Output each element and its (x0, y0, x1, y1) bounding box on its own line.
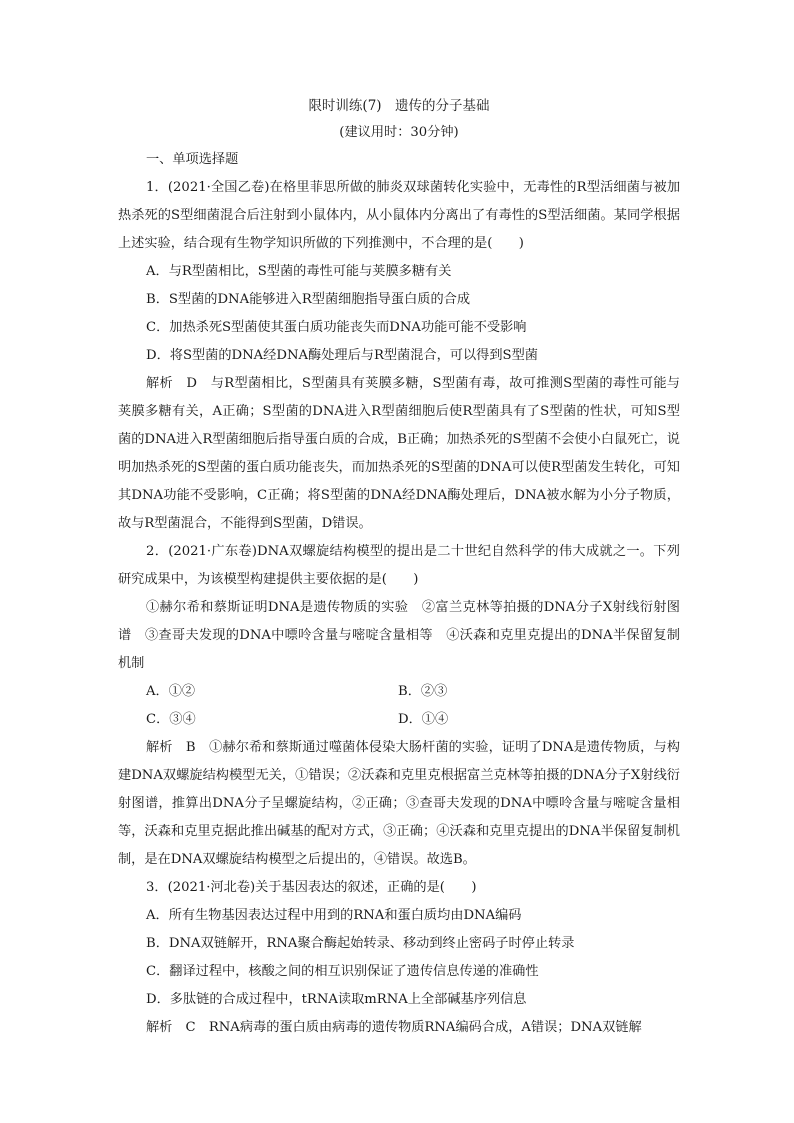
question-2 (118, 538, 680, 874)
option-a: A．与R型菌相比，S型菌的毒性可能与荚膜多糖有关 (146, 264, 452, 279)
question-analysis: 解析 D 与R型菌相比，S型菌具有荚膜多糖，S型菌有毒，故可推测S型菌的毒性可能与荚膜多糖有关，A正确；S型菌的DNA进入R型菌细胞后使R型菌具有了S型菌的性状，可知S型菌的DNA进入R型菌细胞后指导蛋白质的合成，B正确；加热杀死的S型菌不会使小白鼠死亡，说明加热杀死的S型菌的蛋白质功能丧失，而加热杀死的S型菌的DNA可以使R型菌发生转化，可知其DNA功能不受影响，C正确；将S型菌的DNA经DNA酶处理后，DNA被水解为小分子物质，故与R型菌混合，不能得到S型菌，D错误。 (118, 376, 680, 531)
question-analysis: 解析 C RNA病毒的蛋白质由病毒的遗传物质RNA编码合成，A错误；DNA双链解 (146, 1020, 642, 1035)
question-stem: 2．(2021·广东卷)DNA双螺旋结构模型的提出是二十世纪自然科学的伟大成就之一。下列研究成果中，为该模型构建提供主要依据的是( ) (118, 544, 680, 587)
option-b: B．DNA双链解开，RNA聚合酶起始转录、移动到终止密码子时停止转录 (146, 936, 575, 951)
question-stem: 3．(2021·河北卷)关于基因表达的叙述，正确的是( ) (146, 880, 477, 895)
option-a: A．所有生物基因表达过程中用到的RNA和蛋白质均由DNA编码 (146, 908, 522, 923)
page-title: 限时训练(7) 遗传的分子基础 (308, 98, 490, 114)
option-d: D．多肽链的合成过程中，tRNA读取mRNA上全部碱基序列信息 (146, 992, 527, 1007)
option-c: C．翻译过程中，核酸之间的相互识别保证了遗传信息传递的准确性 (146, 964, 539, 979)
option-d: D．将S型菌的DNA经DNA酶处理后与R型菌混合，可以得到S型菌 (146, 348, 538, 363)
option-b: B．②③ (398, 684, 448, 699)
option-row (118, 678, 680, 706)
option-c: C．③④ (146, 712, 196, 727)
question-3 (118, 874, 680, 1042)
option-a: A．①② (146, 684, 196, 699)
page-subtitle: (建议用时：30分钟) (339, 125, 459, 140)
option-b: B．S型菌的DNA能够进入R型菌细胞指导蛋白质的合成 (146, 292, 471, 307)
section-heading: 一、单项选择题 (146, 152, 239, 167)
option-row (118, 706, 680, 734)
option-c: C．加热杀死S型菌使其蛋白质功能丧失而DNA功能可能不受影响 (146, 320, 527, 335)
question-items: ①赫尔希和蔡斯证明DNA是遗传物质的实验 ②富兰克林等拍摄的DNA分子X射线衍射图谱 ③查哥夫发现的DNA中嘌呤含量与嘧啶含量相等 ④沃森和克里克提出的DNA半保留复制机制 (118, 600, 680, 671)
option-d: D．①④ (398, 712, 449, 727)
question-analysis: 解析 B ①赫尔希和蔡斯通过噬菌体侵染大肠杆菌的实验，证明了DNA是遗传物质，与构建DNA双螺旋结构模型无关，①错误；②沃森和克里克根据富兰克林等拍摄的DNA分子X射线衍射图谱，推算出DNA分子呈螺旋结构，②正确；③查哥夫发现的DNA中嘌呤含量与嘧啶含量相等，沃森和克里克据此推出碱基的配对方式，③正确；④沃森和克里克提出的DNA半保留复制机制，是在DNA双螺旋结构模型之后提出的，④错误。故选B。 (118, 740, 680, 867)
document-page (118, 92, 680, 1042)
question-1 (118, 174, 680, 538)
question-stem: 1．(2021·全国乙卷)在格里菲思所做的肺炎双球菌转化实验中，无毒性的R型活细菌与被加热杀死的S型细菌混合后注射到小鼠体内，从小鼠体内分离出了有毒性的S型活细菌。某同学根据上述实验，结合现有生物学知识所做的下列推测中，不合理的是( ) (118, 180, 680, 251)
